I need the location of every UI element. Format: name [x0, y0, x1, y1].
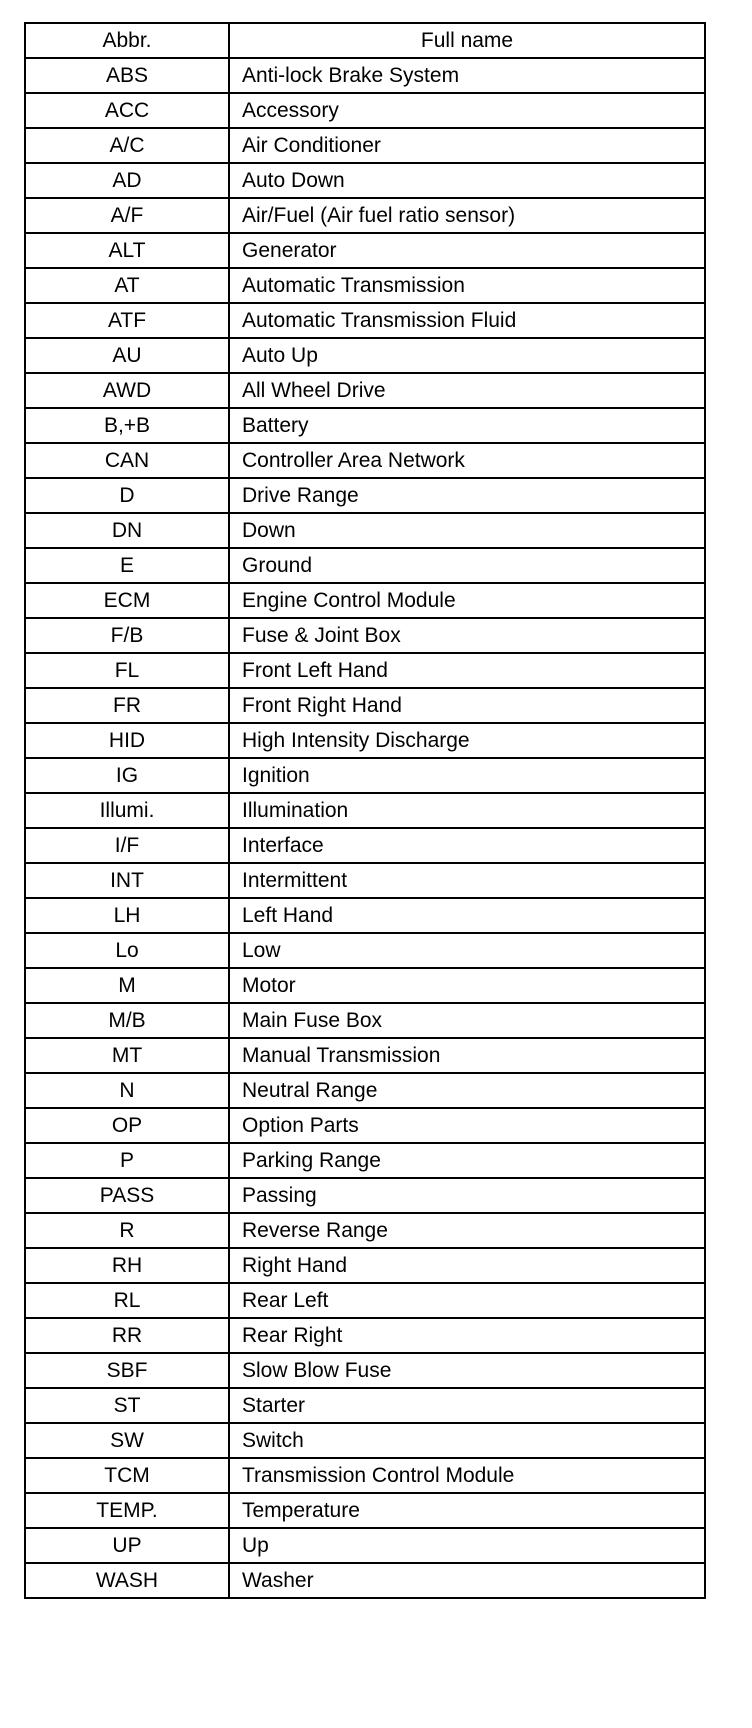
abbr-cell: E	[25, 548, 229, 583]
table-body	[25, 58, 705, 1598]
full-name-cell: Air/Fuel (Air fuel ratio sensor)	[229, 198, 705, 233]
table-row	[25, 758, 705, 793]
abbr-cell: ATF	[25, 303, 229, 338]
abbr-cell: IG	[25, 758, 229, 793]
full-name-cell: Low	[229, 933, 705, 968]
full-name-cell: Up	[229, 1528, 705, 1563]
abbr-cell: FL	[25, 653, 229, 688]
abbr-cell: Illumi.	[25, 793, 229, 828]
abbr-cell: WASH	[25, 1563, 229, 1598]
table-row	[25, 688, 705, 723]
abbr-cell: MT	[25, 1038, 229, 1073]
full-name-cell: Intermittent	[229, 863, 705, 898]
full-name-cell: Air Conditioner	[229, 128, 705, 163]
abbr-cell: ST	[25, 1388, 229, 1423]
abbr-cell: ACC	[25, 93, 229, 128]
table-row	[25, 618, 705, 653]
abbr-cell: RR	[25, 1318, 229, 1353]
table-row	[25, 898, 705, 933]
full-name-cell: Left Hand	[229, 898, 705, 933]
full-name-cell: Transmission Control Module	[229, 1458, 705, 1493]
table-row	[25, 1493, 705, 1528]
full-name-cell: Temperature	[229, 1493, 705, 1528]
header-full-name: Full name	[229, 23, 705, 58]
table-header-row	[25, 23, 705, 58]
full-name-cell: Neutral Range	[229, 1073, 705, 1108]
table-row	[25, 583, 705, 618]
full-name-cell: Passing	[229, 1178, 705, 1213]
abbr-cell: PASS	[25, 1178, 229, 1213]
table-row	[25, 1388, 705, 1423]
abbr-cell: FR	[25, 688, 229, 723]
abbr-cell: DN	[25, 513, 229, 548]
abbr-cell: ABS	[25, 58, 229, 93]
abbr-cell: B,+B	[25, 408, 229, 443]
table-row	[25, 1283, 705, 1318]
full-name-cell: Option Parts	[229, 1108, 705, 1143]
abbr-cell: N	[25, 1073, 229, 1108]
table-row	[25, 1248, 705, 1283]
abbr-cell: M/B	[25, 1003, 229, 1038]
abbr-cell: D	[25, 478, 229, 513]
table-row	[25, 1563, 705, 1598]
table-row	[25, 1003, 705, 1038]
abbreviation-table	[24, 22, 706, 1599]
abbr-cell: ECM	[25, 583, 229, 618]
full-name-cell: Battery	[229, 408, 705, 443]
abbr-cell: SW	[25, 1423, 229, 1458]
abbr-cell: P	[25, 1143, 229, 1178]
abbr-cell: AD	[25, 163, 229, 198]
header-abbr: Abbr.	[25, 23, 229, 58]
abbr-cell: AU	[25, 338, 229, 373]
abbr-cell: AT	[25, 268, 229, 303]
full-name-cell: Starter	[229, 1388, 705, 1423]
table-row	[25, 303, 705, 338]
table-row	[25, 723, 705, 758]
full-name-cell: Parking Range	[229, 1143, 705, 1178]
table-row	[25, 1458, 705, 1493]
full-name-cell: Main Fuse Box	[229, 1003, 705, 1038]
full-name-cell: Drive Range	[229, 478, 705, 513]
table-row	[25, 58, 705, 93]
abbr-cell: OP	[25, 1108, 229, 1143]
full-name-cell: Auto Down	[229, 163, 705, 198]
full-name-cell: Automatic Transmission Fluid	[229, 303, 705, 338]
table-row	[25, 1038, 705, 1073]
full-name-cell: Illumination	[229, 793, 705, 828]
table-row	[25, 933, 705, 968]
table-row	[25, 968, 705, 1003]
full-name-cell: Rear Left	[229, 1283, 705, 1318]
full-name-cell: Front Left Hand	[229, 653, 705, 688]
table-row	[25, 163, 705, 198]
table-row	[25, 1528, 705, 1563]
abbr-cell: F/B	[25, 618, 229, 653]
table-row	[25, 93, 705, 128]
abbr-cell: A/C	[25, 128, 229, 163]
table-row	[25, 408, 705, 443]
full-name-cell: Interface	[229, 828, 705, 863]
table-row	[25, 268, 705, 303]
full-name-cell: Fuse & Joint Box	[229, 618, 705, 653]
table-row	[25, 863, 705, 898]
full-name-cell: Rear Right	[229, 1318, 705, 1353]
table-row	[25, 1143, 705, 1178]
abbr-cell: SBF	[25, 1353, 229, 1388]
table-row	[25, 373, 705, 408]
table-row	[25, 338, 705, 373]
table-row	[25, 1178, 705, 1213]
full-name-cell: All Wheel Drive	[229, 373, 705, 408]
full-name-cell: Front Right Hand	[229, 688, 705, 723]
table-row	[25, 1213, 705, 1248]
full-name-cell: Ignition	[229, 758, 705, 793]
table-row	[25, 478, 705, 513]
full-name-cell: Accessory	[229, 93, 705, 128]
abbr-cell: HID	[25, 723, 229, 758]
table-row	[25, 793, 705, 828]
full-name-cell: Washer	[229, 1563, 705, 1598]
table-row	[25, 653, 705, 688]
full-name-cell: Anti-lock Brake System	[229, 58, 705, 93]
table-row	[25, 443, 705, 478]
table-row	[25, 233, 705, 268]
abbr-cell: CAN	[25, 443, 229, 478]
full-name-cell: Switch	[229, 1423, 705, 1458]
full-name-cell: Down	[229, 513, 705, 548]
table-row	[25, 828, 705, 863]
abbr-cell: AWD	[25, 373, 229, 408]
table-row	[25, 1318, 705, 1353]
abbr-cell: A/F	[25, 198, 229, 233]
abbr-cell: TEMP.	[25, 1493, 229, 1528]
table-row	[25, 548, 705, 583]
full-name-cell: Motor	[229, 968, 705, 1003]
abbr-cell: INT	[25, 863, 229, 898]
full-name-cell: Manual Transmission	[229, 1038, 705, 1073]
abbr-cell: I/F	[25, 828, 229, 863]
table-row	[25, 128, 705, 163]
abbreviation-table-container	[24, 22, 704, 1599]
full-name-cell: Generator	[229, 233, 705, 268]
table-row	[25, 1423, 705, 1458]
full-name-cell: Engine Control Module	[229, 583, 705, 618]
table-row	[25, 1353, 705, 1388]
full-name-cell: Ground	[229, 548, 705, 583]
abbr-cell: M	[25, 968, 229, 1003]
abbr-cell: LH	[25, 898, 229, 933]
full-name-cell: Automatic Transmission	[229, 268, 705, 303]
full-name-cell: Reverse Range	[229, 1213, 705, 1248]
full-name-cell: Auto Up	[229, 338, 705, 373]
table-row	[25, 1073, 705, 1108]
table-row	[25, 1108, 705, 1143]
full-name-cell: Controller Area Network	[229, 443, 705, 478]
table-row	[25, 198, 705, 233]
abbr-cell: R	[25, 1213, 229, 1248]
table-row	[25, 513, 705, 548]
abbr-cell: Lo	[25, 933, 229, 968]
abbr-cell: TCM	[25, 1458, 229, 1493]
full-name-cell: Slow Blow Fuse	[229, 1353, 705, 1388]
abbr-cell: UP	[25, 1528, 229, 1563]
abbr-cell: RH	[25, 1248, 229, 1283]
full-name-cell: High Intensity Discharge	[229, 723, 705, 758]
abbr-cell: RL	[25, 1283, 229, 1318]
abbr-cell: ALT	[25, 233, 229, 268]
full-name-cell: Right Hand	[229, 1248, 705, 1283]
